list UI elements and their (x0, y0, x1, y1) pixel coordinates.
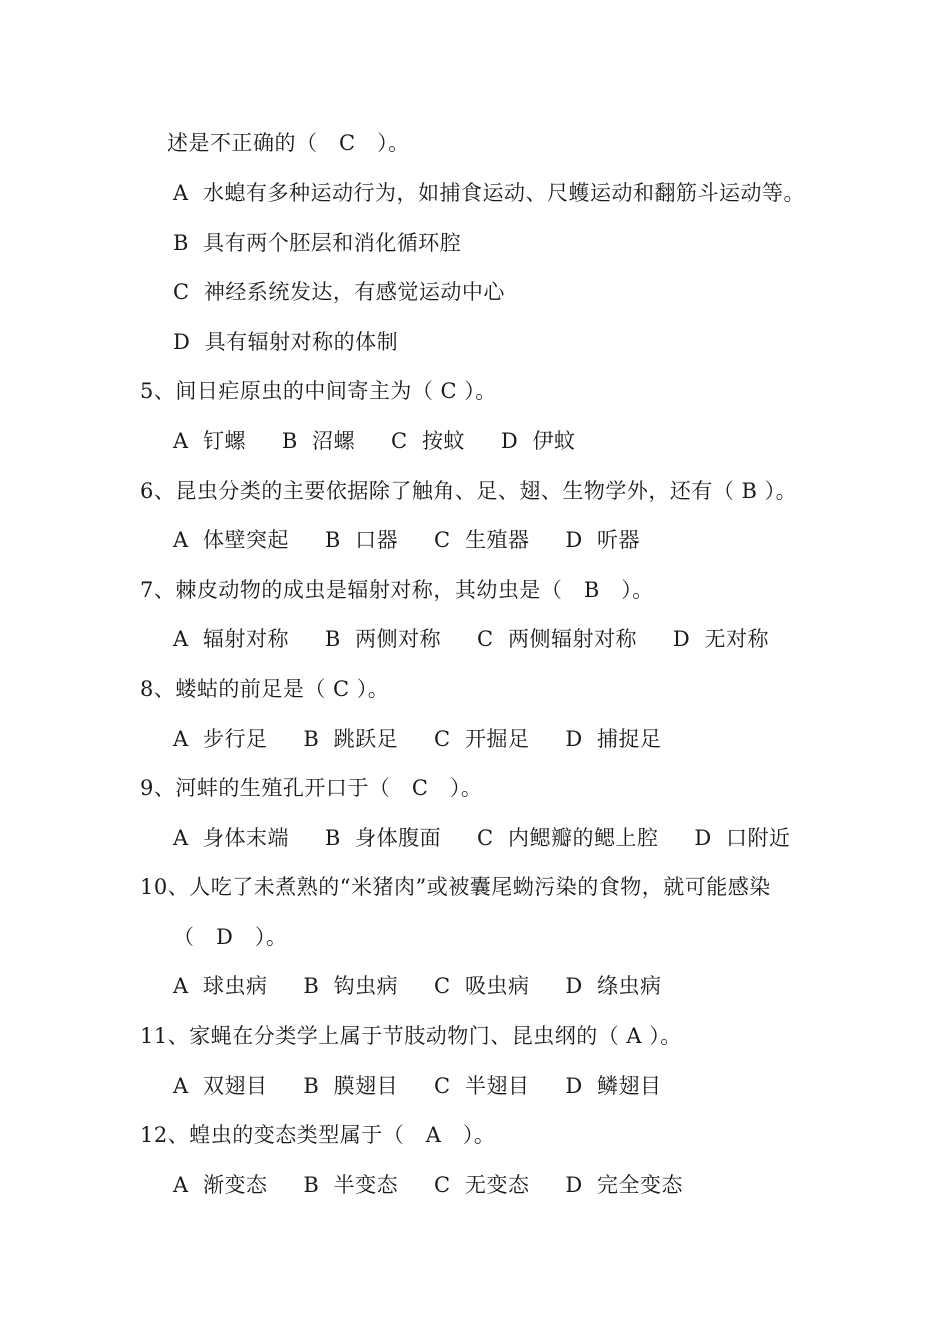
question-4-option-a: A 水螅有多种运动行为，如捕食运动、尺蠖运动和翻筋斗运动等。 (173, 181, 806, 205)
question-6: 6、昆虫分类的主要依据除了触角、足、翅、生物学外，还有（ B ）。 (140, 479, 798, 503)
question-4-option-c: C 神经系统发达，有感觉运动中心 (173, 280, 505, 304)
question-6-options: A 体壁突起 B 口器 C 生殖器 D 听器 (173, 528, 641, 552)
question-4-option-d: D 具有辐射对称的体制 (173, 330, 399, 354)
question-7: 7、棘皮动物的成虫是辐射对称，其幼虫是（ B ）。 (140, 578, 654, 602)
question-12-options: A 渐变态 B 半变态 C 无变态 D 完全变态 (173, 1173, 684, 1197)
question-10-options: A 球虫病 B 钩虫病 C 吸虫病 D 绦虫病 (173, 974, 662, 998)
question-5: 5、间日疟原虫的中间寄主为（ C ）。 (140, 379, 497, 403)
question-5-options: A 钉螺 B 沼螺 C 按蚊 D 伊蚊 (173, 429, 576, 453)
question-7-options: A 辐射对称 B 两侧对称 C 两侧辐射对称 D 无对称 (173, 627, 770, 651)
question-9-options: A 身体末端 B 身体腹面 C 内鳃瓣的鳃上腔 D 口附近 (173, 826, 791, 850)
question-8: 8、蝼蛄的前足是（ C ）。 (140, 677, 390, 701)
question-8-options: A 步行足 B 跳跃足 C 开掘足 D 捕捉足 (173, 727, 662, 751)
question-9: 9、河蚌的生殖孔开口于（ C ）。 (140, 776, 483, 800)
question-11-options: A 双翅目 B 膜翅目 C 半翅目 D 鳞翅目 (173, 1074, 662, 1098)
question-11: 11、家蝇在分类学上属于节肢动物门、昆虫纲的（ A ）。 (140, 1024, 682, 1048)
question-4-option-b: B 具有两个胚层和消化循环腔 (173, 231, 462, 255)
question-4-continuation: 述是不正确的（ C ）。 (167, 131, 410, 155)
question-10: 10、人吃了未煮熟的“米猪肉”或被囊尾蚴污染的食物，就可能感染 (140, 875, 771, 899)
question-12: 12、蝗虫的变态类型属于（ A ）。 (140, 1123, 496, 1147)
question-10-continuation: （ D ）。 (173, 925, 288, 949)
